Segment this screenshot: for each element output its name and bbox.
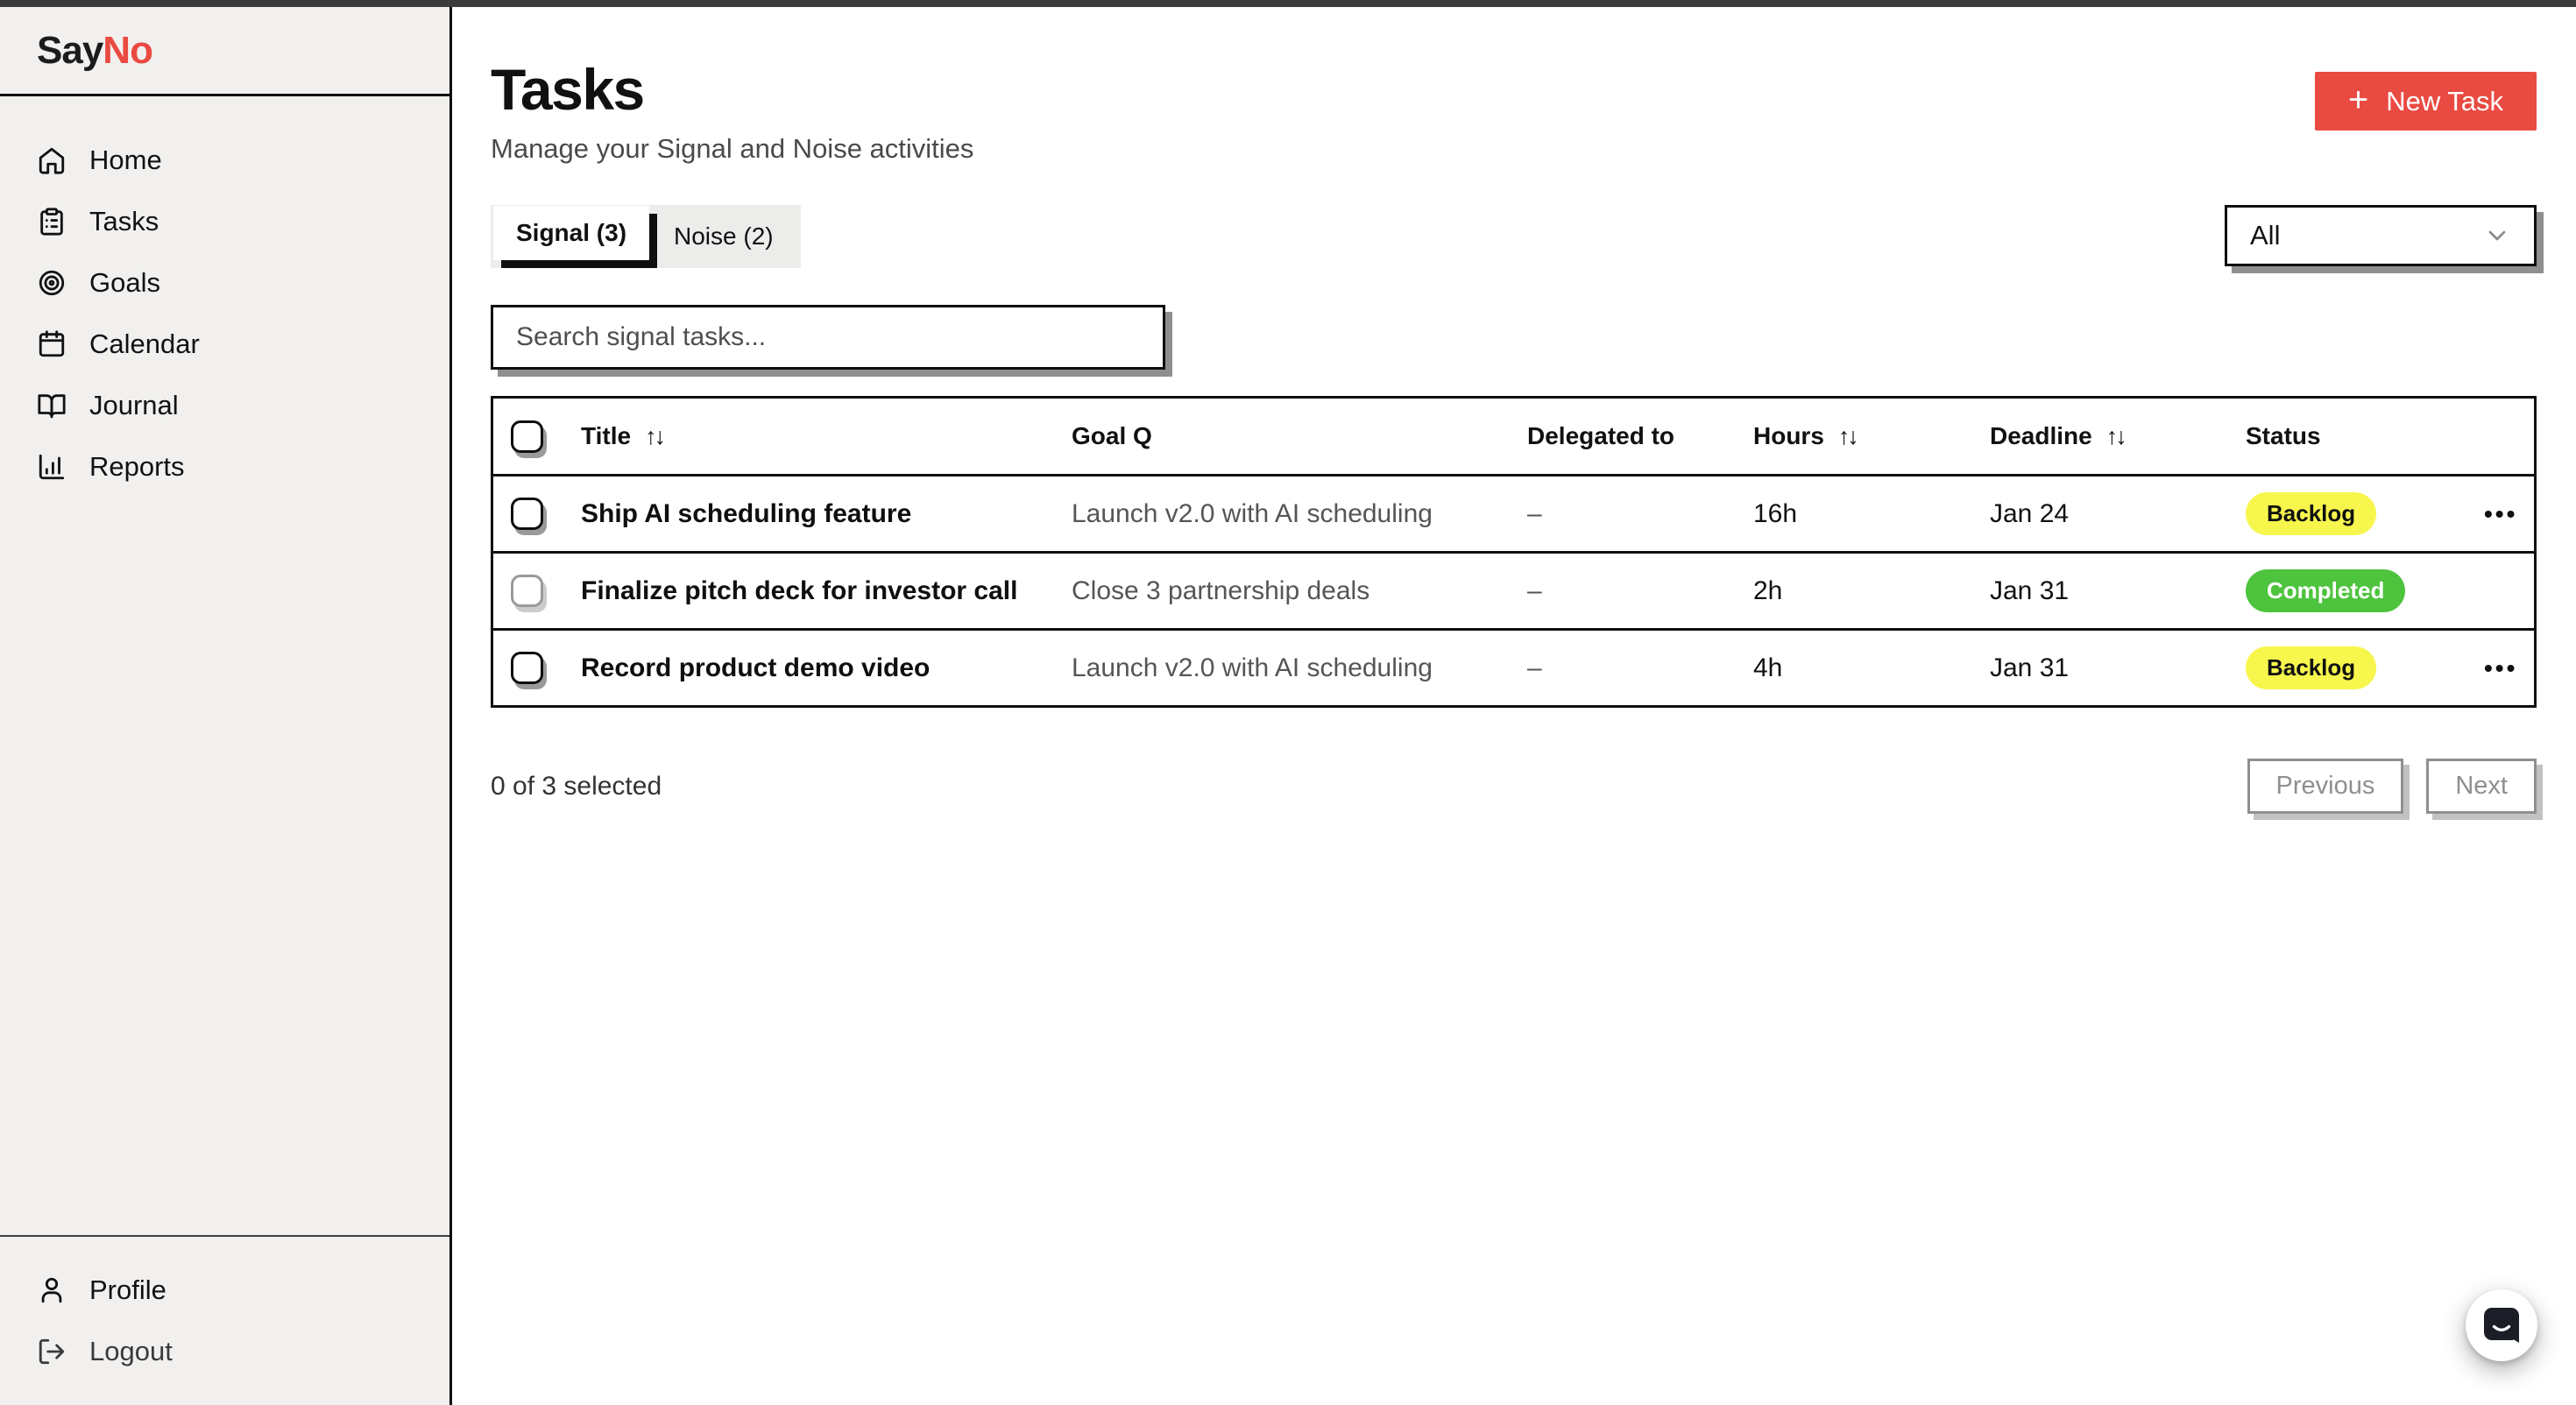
task-status-cell — [2228, 492, 2458, 535]
table-header-row — [493, 399, 2534, 474]
target-icon — [37, 268, 67, 298]
sidebar-item-label: Home — [89, 145, 162, 175]
status-badge: Backlog — [2246, 492, 2376, 535]
task-title: Ship AI scheduling feature — [581, 498, 912, 528]
table-row — [493, 551, 2534, 628]
task-goal: Close 3 partnership deals — [1072, 575, 1370, 605]
app-logo[interactable] — [0, 7, 449, 96]
row-checkbox-cell — [493, 498, 563, 530]
tab-signal[interactable]: Signal (3) — [493, 206, 649, 260]
sidebar — [0, 7, 452, 1405]
sidebar-item-label: Reports — [89, 451, 185, 482]
column-label: Delegated to — [1527, 422, 1675, 449]
previous-button[interactable]: Previous — [2247, 759, 2404, 814]
table-row — [493, 628, 2534, 705]
book-open-icon — [37, 391, 67, 420]
search-input[interactable] — [491, 305, 1165, 370]
column-label: Deadline — [1990, 422, 2092, 449]
new-task-button[interactable] — [2315, 72, 2537, 131]
plus-icon: + — [2347, 80, 2369, 119]
page-title: Tasks — [491, 57, 644, 122]
sidebar-item-label: Profile — [89, 1274, 166, 1305]
user-icon — [37, 1275, 67, 1305]
chat-widget-button[interactable] — [2466, 1289, 2537, 1361]
tasks-table — [491, 396, 2537, 708]
table-footer — [491, 759, 2537, 814]
sidebar-footer — [0, 1235, 449, 1405]
logout-icon — [37, 1337, 67, 1366]
sidebar-item-label: Logout — [89, 1336, 173, 1366]
chat-bubble-icon — [2480, 1303, 2523, 1347]
task-hours: 4h — [1753, 653, 1783, 682]
controls-row — [491, 205, 2537, 268]
task-title: Record product demo video — [581, 653, 931, 682]
top-accent-bar — [0, 0, 2576, 7]
column-label: Title — [581, 422, 632, 449]
row-checkbox[interactable] — [511, 652, 543, 684]
column-label: Hours — [1753, 422, 1824, 449]
sidebar-item-tasks[interactable] — [0, 191, 449, 252]
row-checkbox[interactable] — [511, 498, 543, 530]
row-checkbox[interactable] — [511, 575, 543, 607]
status-badge: Completed — [2246, 569, 2405, 612]
sidebar-item-reports[interactable] — [0, 436, 449, 498]
clipboard-list-icon — [37, 207, 67, 237]
next-button[interactable]: Next — [2426, 759, 2537, 814]
table-row — [493, 474, 2534, 551]
status-badge: Backlog — [2246, 646, 2376, 689]
task-hours: 16h — [1753, 498, 1798, 528]
task-delegated: – — [1527, 575, 1542, 605]
sidebar-item-label: Goals — [89, 267, 160, 298]
task-hours: 2h — [1753, 575, 1783, 605]
task-deadline: Jan 31 — [1990, 575, 2070, 605]
status-filter-value: All — [2250, 220, 2281, 251]
task-goal: Launch v2.0 with AI scheduling — [1072, 498, 1433, 528]
sidebar-item-journal[interactable] — [0, 375, 449, 436]
calendar-icon — [37, 329, 67, 359]
sort-icon[interactable]: ↑↓ — [645, 422, 664, 449]
task-deadline: Jan 24 — [1990, 498, 2070, 528]
task-delegated: – — [1527, 498, 1542, 528]
sidebar-item-calendar[interactable] — [0, 314, 449, 375]
task-delegated: – — [1527, 653, 1542, 682]
task-goal: Launch v2.0 with AI scheduling — [1072, 653, 1433, 682]
tab-noise[interactable]: Noise (2) — [651, 209, 796, 264]
logo-text-primary: Say — [37, 28, 103, 72]
logo-text-accent: No — [103, 28, 152, 72]
page-header-text — [491, 56, 973, 165]
row-checkbox-cell — [493, 652, 563, 684]
app-shell — [0, 7, 2576, 1405]
sidebar-item-label: Calendar — [89, 328, 200, 359]
chevron-down-icon — [2483, 222, 2511, 250]
select-all-checkbox[interactable] — [511, 420, 543, 453]
column-header-status — [2228, 422, 2458, 450]
column-header-hours[interactable] — [1736, 422, 1972, 450]
column-header-title[interactable] — [563, 422, 1054, 450]
sidebar-item-profile[interactable] — [0, 1260, 449, 1321]
column-header-goal — [1054, 422, 1510, 450]
sort-icon[interactable]: ↑↓ — [1837, 422, 1857, 449]
page-subtitle: Manage your Signal and Noise activities — [491, 133, 974, 164]
row-actions-cell — [2458, 646, 2534, 691]
sidebar-item-label: Tasks — [89, 206, 159, 237]
home-icon — [37, 145, 67, 175]
column-label: Status — [2246, 422, 2321, 449]
sidebar-item-home[interactable] — [0, 130, 449, 191]
task-status-cell — [2228, 646, 2458, 689]
header-checkbox-cell — [493, 420, 563, 453]
selection-count: 0 of 3 selected — [491, 771, 662, 801]
sort-icon[interactable]: ↑↓ — [2105, 422, 2125, 449]
sidebar-item-label: Journal — [89, 390, 179, 420]
task-deadline: Jan 31 — [1990, 653, 2070, 682]
tabs — [491, 205, 801, 268]
column-header-deadline[interactable] — [1972, 422, 2228, 450]
sidebar-spacer — [0, 498, 449, 1235]
page-header — [491, 56, 2537, 165]
task-status-cell — [2228, 569, 2458, 612]
new-task-label: New Task — [2386, 85, 2503, 116]
column-label: Goal Q — [1072, 422, 1152, 449]
column-header-delegated — [1510, 422, 1736, 450]
sidebar-nav — [0, 96, 449, 498]
row-actions-cell — [2458, 491, 2534, 537]
row-menu-button[interactable]: ••• — [2475, 646, 2526, 691]
pagination — [2247, 759, 2537, 814]
status-filter-select[interactable] — [2225, 205, 2537, 266]
task-title: Finalize pitch deck for investor call — [581, 575, 1018, 605]
sidebar-item-logout[interactable] — [0, 1321, 449, 1382]
bar-chart-icon — [37, 452, 67, 482]
row-checkbox-cell — [493, 575, 563, 607]
main-content — [452, 7, 2576, 1405]
sidebar-item-goals[interactable] — [0, 252, 449, 314]
row-menu-button[interactable]: ••• — [2475, 491, 2526, 537]
